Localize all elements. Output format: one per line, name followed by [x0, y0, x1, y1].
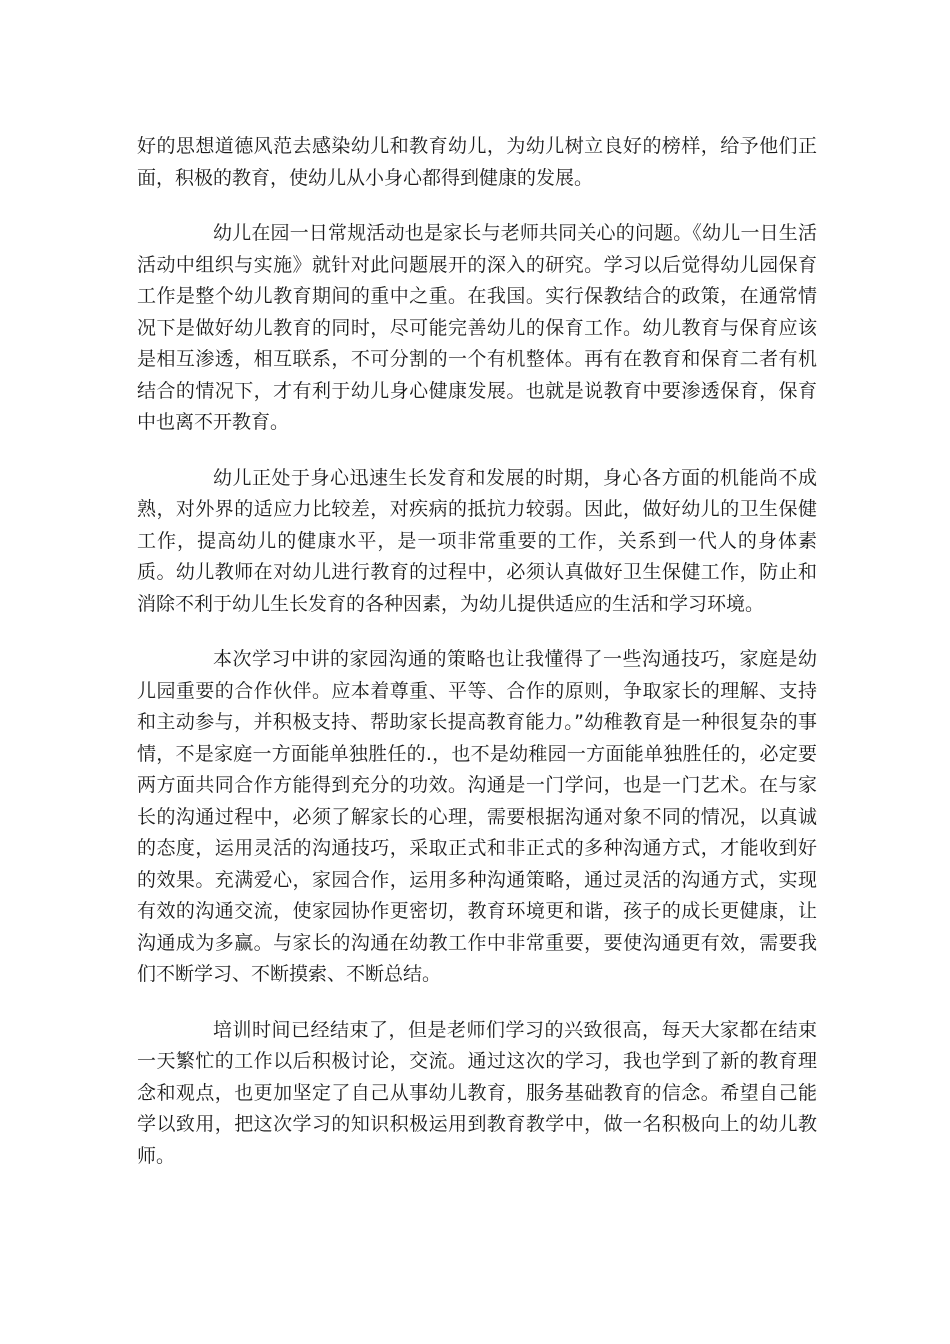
paragraph-4: 本次学习中讲的家园沟通的策略也让我懂得了一些沟通技巧，家庭是幼儿园重要的合作伙伴。应本着尊重、平等、合作的原则，争取家长的理解、支持和主动参与，并积极支持、帮助家长提高教育能力。”幼稚教育是一种很复杂的事情，不是家庭一方面能单独胜任的.，也不是幼稚园一方面能单独胜任的，必定要两方面共同合作方能得到充分的功效。沟通是一门学问，也是一门艺术。在与家长的沟通过程中，必须了解家长的心理，需要根据沟通对象不同的情况，以真诚的态度，运用灵活的沟通技巧，采取正式和非正式的多种沟通方式，才能收到好的效果。充满爱心，家园合作，运用多种沟通策略，通过灵活的沟通方式，实现有效的沟通交流，使家园协作更密切，教育环境更和谐，孩子的成长更健康，让沟通成为多赢。与家长的沟通在幼教工作中非常重要，要使沟通更有效，需要我们不断学习、不断摸索、不断总结。: [137, 648, 817, 985]
paragraph-5: 培训时间已经结束了，但是老师们学习的兴致很高，每天大家都在结束一天繁忙的工作以后积极讨论，交流。通过这次的学习，我也学到了新的教育理念和观点，也更加坚定了自己从事幼儿教育，服务基础教育的信念。希望自己能学以致用，把这次学习的知识积极运用到教育教学中，做一名积极向上的幼儿教师。: [137, 1018, 817, 1167]
document-body: [137, 131, 817, 1196]
paragraph-2: 幼儿在园一日常规活动也是家长与老师共同关心的问题。《幼儿一日生活活动中组织与实施》就针对此问题展开的深入的研究。学习以后觉得幼儿园保育工作是整个幼儿教育期间的重中之重。在我国。实行保教结合的政策，在通常情况下是做好幼儿教育的同时，尽可能完善幼儿的保育工作。幼儿教育与保育应该是相互渗透，相互联系，不可分割的一个有机整体。再有在教育和保育二者有机结合的情况下，才有利于幼儿身心健康发展。也就是说教育中要渗透保育，保育中也离不开教育。: [137, 222, 817, 433]
paragraph-3: 幼儿正处于身心迅速生长发育和发展的时期，身心各方面的机能尚不成熟，对外界的适应力比较差，对疾病的抵抗力较弱。因此，做好幼儿的卫生保健工作，提高幼儿的健康水平，是一项非常重要的工作，关系到一代人的身体素质。幼儿教师在对幼儿进行教育的过程中，必须认真做好卫生保健工作，防止和消除不利于幼儿生长发育的各种因素，为幼儿提供适应的生活和学习环境。: [137, 466, 817, 615]
paragraph-1: 好的思想道德风范去感染幼儿和教育幼儿，为幼儿树立良好的榜样，给予他们正面，积极的教育，使幼儿从小身心都得到健康的发展。: [137, 135, 817, 189]
